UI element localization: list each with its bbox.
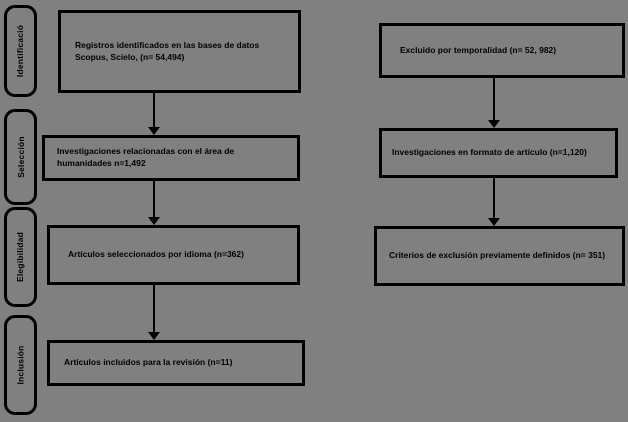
arrow-head [148,332,160,340]
flow-box-excluded-temporality [379,23,625,78]
stage-label-seleccion: Selección [15,136,26,178]
flow-box-records-identified-text: Registros identificados en las bases de datos Scopus, Scielo, (n= 54,494) [75,39,260,62]
stage-label-elegibilidad: Elegibilidad [15,231,26,283]
arrow-down-icon [488,178,500,226]
flow-box-humanities-related-text: Investigaciones relacionadas con el área de humanidades n=1,492 [57,146,235,168]
stage-pill-inclusion [4,315,37,415]
arrow-stem [153,181,156,217]
flow-box-included-review-text: Artículos incluidos para la revisión (n=11) [64,357,233,368]
arrow-head [488,120,500,128]
flow-box-language-selected [47,225,300,285]
arrow-stem [493,78,496,120]
flow-box-article-format [379,128,618,178]
arrow-down-icon [148,285,160,340]
stage-pill-identificacion [4,5,37,97]
arrow-down-icon [148,93,160,135]
flow-box-exclusion-criteria-text: Criterios de exclusión previamente definidos (n= 351) [389,250,606,261]
arrow-down-icon [488,78,500,128]
flow-box-excluded-temporality-text: Excluido por temporalidad (n= 52, 982) [400,44,557,55]
flow-box-included-review [47,340,305,386]
flow-box-article-format-text: Investigaciones en formato de artículo (n=1,120) [392,147,587,158]
arrow-head [488,218,500,226]
flow-box-exclusion-criteria [374,226,625,286]
flow-box-records-identified [58,10,301,93]
stage-pill-seleccion [4,109,37,205]
flow-box-language-selected-text: Artículos seleccionados por idioma (n=362) [68,249,244,260]
stage-label-inclusion: Inclusión [15,345,26,385]
arrow-head [148,127,160,135]
stage-label-identificacion: Identificació [15,24,26,78]
stage-pill-elegibilidad [4,207,37,307]
arrow-down-icon [148,181,160,225]
arrow-head [148,217,160,225]
arrow-stem [153,93,156,127]
arrow-stem [493,178,496,218]
arrow-stem [153,285,156,332]
flow-box-humanities-related [42,135,300,181]
